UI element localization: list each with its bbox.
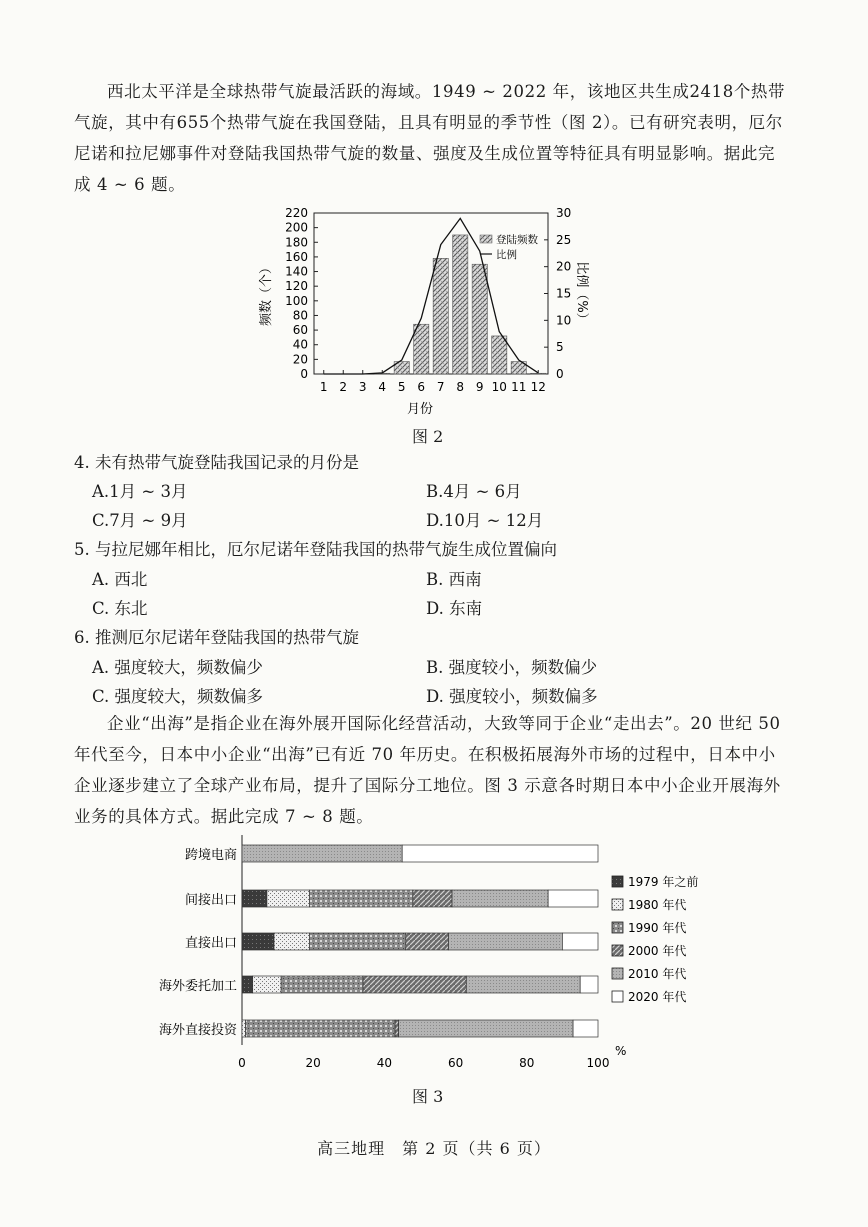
y2-tick-label: 30: [556, 206, 572, 220]
x-tick-label: 1: [319, 380, 328, 394]
y2-axis-label: 比例（%）: [574, 261, 589, 326]
x-tick-label: 10: [491, 380, 507, 394]
category-label: 海外委托加工: [158, 979, 237, 994]
y-tick-label: 220: [285, 206, 308, 220]
stacked-segment: [402, 845, 598, 862]
legend-swatch: [612, 922, 623, 933]
legend-label: 2000 年代: [628, 944, 687, 958]
x-tick-label: 3: [358, 380, 367, 394]
legend-label: 1990 年代: [628, 921, 687, 935]
y-tick-label: 120: [285, 279, 308, 294]
y2-tick-label: 25: [556, 232, 572, 247]
legend-swatch: [612, 899, 623, 910]
legend-label: 2020 年代: [628, 990, 687, 1004]
x-tick-label: 12: [530, 380, 546, 394]
y2-tick-label: 15: [556, 286, 572, 301]
x-tick-label: 5: [397, 380, 406, 394]
x-tick-label: 11: [511, 380, 527, 394]
landing-bar: [531, 373, 546, 374]
passage-2: 企业“出海”是指企业在海外展开国际化经营活动，大致等同于企业“走出去”。20 世纪 50 年代至今，日本中小企业“出海”已有近 70 年历史。在积极拓展海外市场的过程中，日本中小企业逐步建立了全球产业布局，提升了国际分工地位。图 3 示意各时期日本中小企业开展海外业务的具体方式。据此完成 7 ~ 8 题。: [74, 714, 781, 826]
landing-bar: [472, 264, 487, 374]
figure-3-caption: 图 3: [412, 1087, 444, 1106]
q5-option-d[interactable]: D. 东南: [426, 599, 483, 618]
stacked-segment: [452, 890, 548, 907]
y2-tick-label: 5: [556, 340, 564, 355]
category-label: 海外直接投资: [158, 1023, 237, 1038]
y-tick-label: 0: [300, 367, 308, 381]
stacked-segment: [242, 845, 402, 862]
x-tick-label: 20: [305, 1056, 321, 1070]
legend-label-line: 比例: [496, 249, 517, 261]
legend-swatch-bars: [480, 235, 492, 243]
legend-label: 1980 年代: [628, 898, 687, 912]
x-tick-label: 2: [339, 380, 348, 394]
legend-swatch: [612, 945, 623, 956]
stacked-segment: [448, 933, 562, 950]
stacked-segment: [399, 1020, 573, 1037]
landing-bar: [492, 336, 507, 374]
stacked-segment: [580, 976, 598, 993]
x-tick-label: 100: [586, 1056, 610, 1070]
q6-option-a[interactable]: A. 强度较大，频数偏少: [92, 658, 263, 677]
category-label: 直接出口: [184, 936, 237, 951]
question-6-stem: 6. 推测厄尔尼诺年登陆我国的热带气旋: [74, 628, 359, 647]
legend-swatch: [612, 991, 623, 1002]
q4-option-c[interactable]: C.7月 ~ 9月: [92, 511, 188, 530]
stacked-segment: [406, 933, 449, 950]
legend-label-bars: 登陆频数: [496, 234, 538, 246]
stacked-segment: [274, 933, 310, 950]
landing-bar: [414, 324, 429, 374]
stacked-segment: [310, 933, 406, 950]
stacked-segment: [562, 933, 598, 950]
q4-option-b[interactable]: B.4月 ~ 6月: [426, 482, 522, 501]
stacked-segment: [242, 890, 267, 907]
y-tick-label: 160: [285, 249, 308, 264]
stacked-segment: [466, 976, 580, 993]
y2-tick-label: 20: [556, 259, 572, 274]
passage-1: 西北太平洋是全球热带气旋最活跃的海域。1949 ~ 2022 年，该地区共生成2418个热带气旋，其中有655个热带气旋在我国登陆，且具有明显的季节性（图 2）。已有研究表明，厄尔尼诺和拉尼娜事件对登陆我国热带气旋的数量、强度及生成位置等特征具有明显影响。据此完成 4 ~ 6 题。: [74, 82, 786, 194]
stacked-segment: [363, 976, 466, 993]
y-tick-label: 40: [292, 337, 308, 352]
legend-swatch: [612, 968, 623, 979]
q5-option-b[interactable]: B. 西南: [426, 570, 482, 589]
category-label: 间接出口: [184, 893, 237, 908]
y2-tick-label: 10: [556, 313, 572, 328]
stacked-segment: [548, 890, 598, 907]
q4-option-a[interactable]: A.1月 ~ 3月: [92, 482, 188, 501]
q5-option-a[interactable]: A. 西北: [92, 570, 148, 589]
question-4-stem: 4. 未有热带气旋登陆我国记录的月份是: [74, 453, 359, 472]
y-axis-label: 频数（个）: [259, 260, 274, 327]
stacked-segment: [573, 1020, 598, 1037]
stacked-segment: [253, 976, 281, 993]
stacked-segment: [413, 890, 452, 907]
category-label: 跨境电商: [184, 848, 237, 863]
x-tick-label: 6: [417, 380, 426, 394]
q6-option-b[interactable]: B. 强度较小，频数偏少: [426, 658, 598, 677]
x-tick-label: 40: [376, 1056, 393, 1070]
q4-option-d[interactable]: D.10月 ~ 12月: [426, 511, 544, 530]
legend-label: 1979 年之前: [628, 875, 699, 889]
legend-label: 2010 年代: [628, 967, 687, 981]
landing-bar: [453, 235, 468, 374]
unit-label: %: [615, 1044, 627, 1058]
stacked-segment: [310, 890, 413, 907]
stacked-segment: [281, 976, 363, 993]
legend-swatch: [612, 876, 623, 887]
stacked-segment: [246, 1020, 396, 1037]
stacked-segment: [242, 933, 274, 950]
stacked-segment: [267, 890, 310, 907]
y-tick-label: 60: [292, 323, 308, 338]
x-tick-label: 60: [447, 1056, 464, 1070]
page-footer: 高三地理 第 2 页（共 6 页）: [317, 1139, 551, 1158]
q6-option-d[interactable]: D. 强度较小，频数偏多: [426, 687, 598, 706]
y-tick-label: 80: [292, 308, 308, 323]
stacked-segment: [242, 1020, 246, 1037]
figure-2-caption: 图 2: [412, 427, 444, 446]
y-tick-label: 180: [285, 235, 308, 250]
x-tick-label: 8: [456, 380, 465, 394]
x-tick-label: 7: [436, 380, 445, 394]
x-axis-label: 月份: [406, 402, 434, 417]
question-5-stem: 5. 与拉尼娜年相比，厄尔尼诺年登陆我国的热带气旋生成位置偏向: [74, 540, 557, 559]
q6-option-c[interactable]: C. 强度较大，频数偏多: [92, 687, 264, 706]
y-tick-label: 20: [292, 352, 308, 367]
landing-bar: [433, 258, 448, 374]
y-tick-label: 100: [285, 293, 308, 308]
x-tick-label: 0: [238, 1056, 246, 1070]
q5-option-c[interactable]: C. 东北: [92, 599, 148, 618]
y-tick-label: 200: [285, 220, 308, 235]
y-tick-label: 140: [285, 264, 308, 279]
x-tick-label: 9: [475, 380, 484, 394]
y2-tick-label: 0: [556, 367, 564, 381]
x-tick-label: 80: [519, 1056, 535, 1070]
stacked-segment: [395, 1020, 399, 1037]
x-tick-label: 4: [378, 380, 387, 394]
figure-3-chart: [0, 835, 868, 1075]
stacked-segment: [242, 976, 253, 993]
